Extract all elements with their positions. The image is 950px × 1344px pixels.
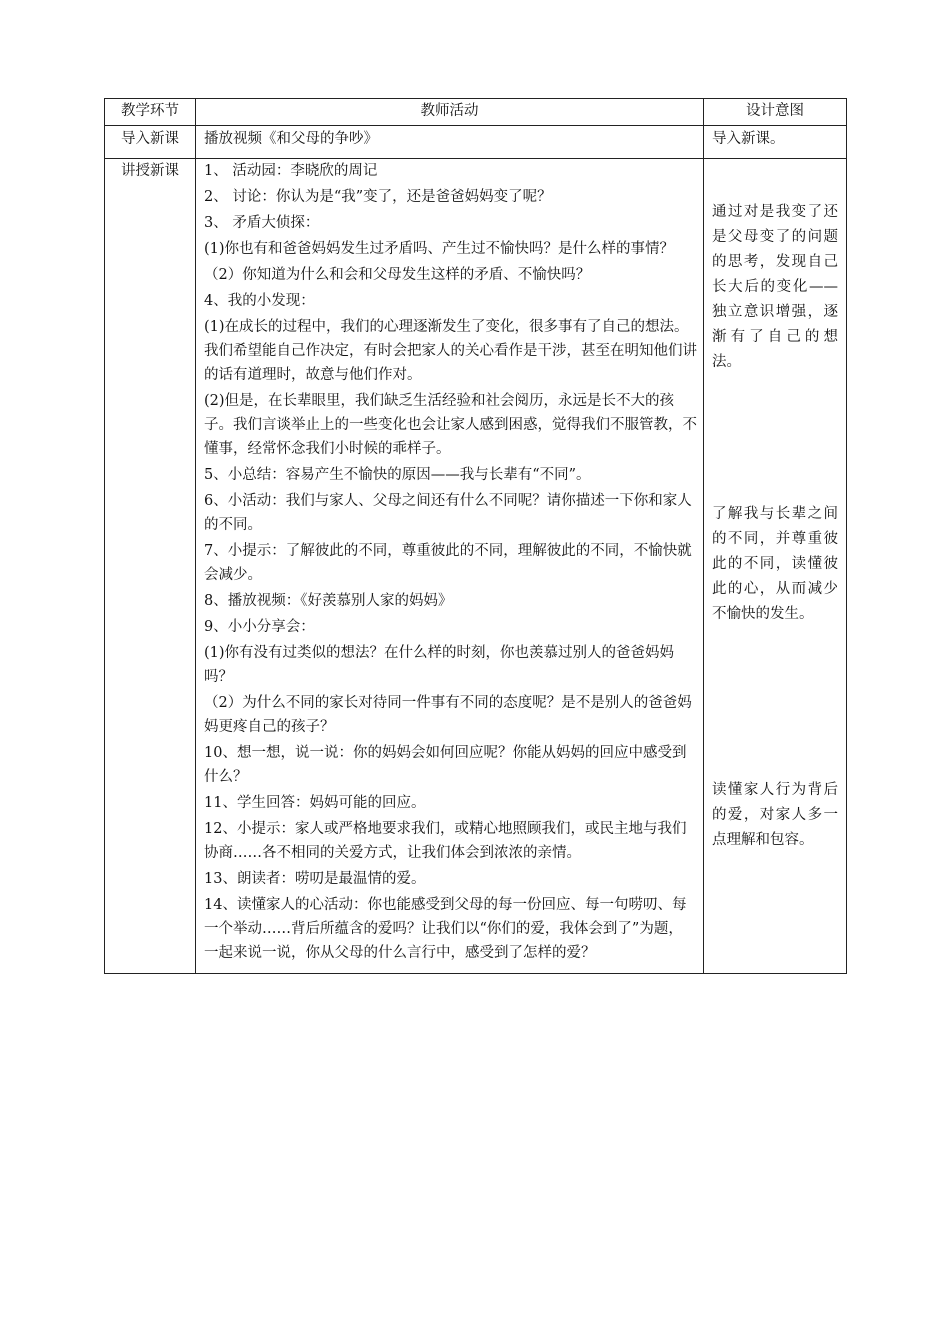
header-stage: 教学环节	[105, 99, 196, 126]
activity-item-8: 8、播放视频：《好羡慕别人家的妈妈》	[204, 593, 453, 609]
activity-item-9-2: （2）为什么不同的家长对待同一件事有不同的态度呢？是不是别人的爸爸妈妈更疼自己的孩子？	[204, 695, 692, 735]
activity-item-3-1: (1)你也有和爸爸妈妈发生过矛盾吗、产生过不愉快吗？是什么样的事情？	[204, 241, 675, 257]
activity-item-5: 5、小总结：容易产生不愉快的原因——我与长辈有“不同”。	[204, 467, 591, 483]
intro-stage: 导入新课	[105, 126, 196, 159]
activity-item-11: 11、学生回答：妈妈可能的回应。	[204, 795, 426, 811]
activity-item-2: 2、 讨论：你认为是“我”变了，还是爸爸妈妈变了呢？	[204, 189, 552, 205]
main-stage: 讲授新课	[105, 159, 196, 974]
activity-item-10: 10、想一想，说一说：你的妈妈会如何回应呢？你能从妈妈的回应中感受到什么？	[204, 745, 687, 785]
activity-item-4: 4、我的小发现：	[204, 293, 315, 309]
intent-text-1: 通过对是我变了还是父母变了的问题的思考，发现自己长大后的变化——独立意识增强，逐渐有了自己的想法。	[712, 204, 838, 370]
intent-text-2: 了解我与长辈之间的不同，并尊重彼此的不同，读懂彼此的心，从而减少不愉快的发生。	[712, 506, 838, 622]
header-intent: 设计意图	[704, 99, 847, 126]
header-row	[105, 99, 847, 126]
main-activity	[196, 159, 704, 974]
activity-item-7: 7、小提示：了解彼此的不同，尊重彼此的不同，理解彼此的不同，不愉快就会减少。	[204, 543, 692, 583]
activity-item-12: 12、小提示：家人或严格地要求我们，或精心地照顾我们，或民主地与我们协商……各不相同的关爱方式，让我们体会到浓浓的亲情。	[204, 821, 687, 861]
activity-item-4-1: (1)在成长的过程中，我们的心理逐渐发生了变化，很多事有了自己的想法。我们希望能自己作决定，有时会把家人的关心看作是干涉，甚至在明知他们讲的话有道理时，故意与他们作对。	[204, 319, 697, 383]
activity-item-1: 1、 活动园：李晓欣的周记	[204, 163, 378, 179]
activity-item-9: 9、小小分享会：	[204, 619, 315, 635]
activity-item-13: 13、朗读者：唠叨是最温情的爱。	[204, 871, 426, 887]
intro-row	[105, 126, 847, 159]
activity-item-14: 14、读懂家人的心活动：你也能感受到父母的每一份回应、每一句唠叨、每一个举动……背后所蕴含的爱吗？让我们以“你们的爱，我体会到了”为题，一起来说一说，你从父母的什么言行中，感受到了怎样的爱？	[204, 897, 687, 961]
activity-item-9-1: (1)你有没有过类似的想法？在什么样的时刻，你也羡慕过别人的爸爸妈妈吗？	[204, 645, 675, 685]
header-activity: 教师活动	[196, 99, 704, 126]
intro-activity: 播放视频《和父母的争吵》	[196, 126, 704, 159]
intro-intent: 导入新课。	[704, 126, 847, 159]
activity-item-4-2: (2)但是，在长辈眼里，我们缺乏生活经验和社会阅历，永远是长不大的孩子。我们言谈举止上的一些变化也会让家人感到困惑，觉得我们不服管教，不懂事，经常怀念我们小时候的乖样子。	[204, 393, 697, 457]
activity-item-3: 3、 矛盾大侦探：	[204, 215, 320, 231]
intent-text-3: 读懂家人行为背后的爱，对家人多一点理解和包容。	[712, 782, 838, 848]
activity-item-6: 6、小活动：我们与家人、父母之间还有什么不同呢？请你描述一下你和家人的不同。	[204, 493, 692, 533]
activity-item-3-2: （2）你知道为什么和会和父母发生这样的矛盾、不愉快吗？	[204, 267, 591, 283]
